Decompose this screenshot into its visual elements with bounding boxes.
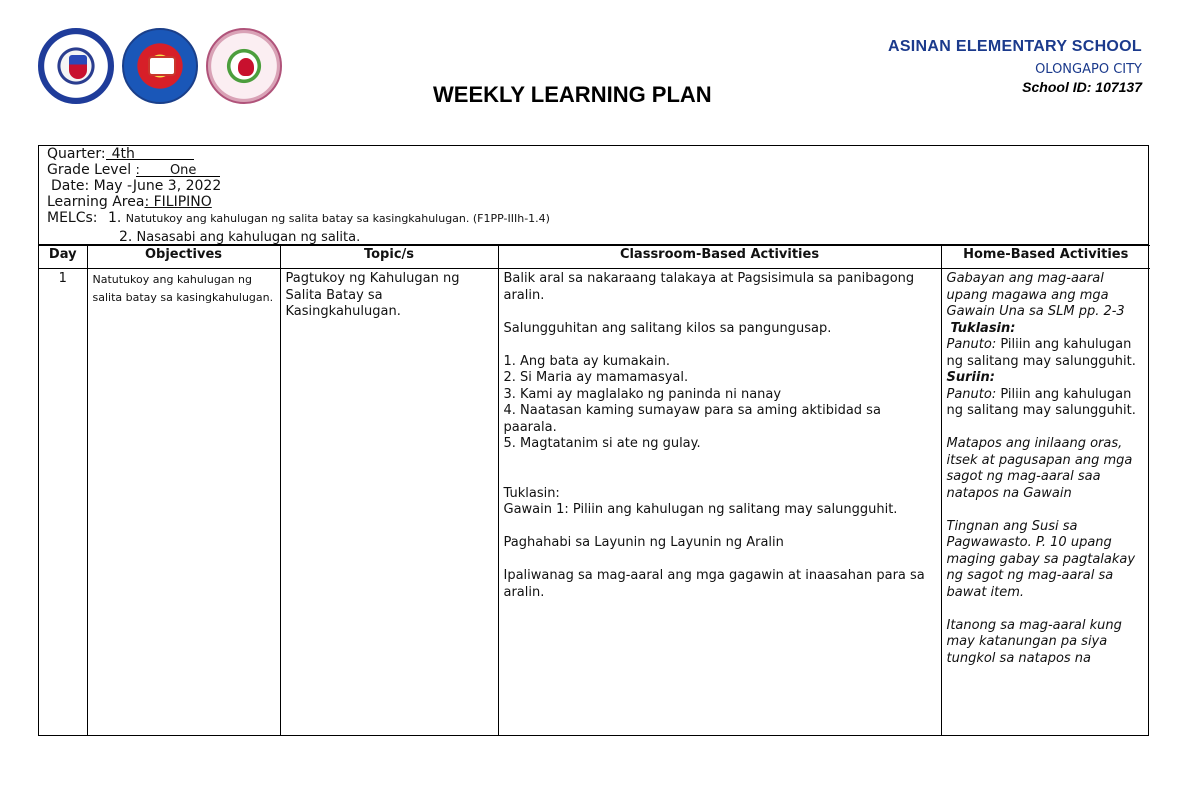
home-gabayan: Gabayan ang mag-aaral upang magawa ang mga Gawain Una sa SLM pp. 2-3 (946, 271, 1125, 319)
activity-table (39, 245, 1150, 735)
melc2-text: Nasasabi ang kahulugan ng salita. (136, 230, 361, 245)
classroom-gawain: Gawain 1: Piliin ang kahulugan ng salitang may salungguhit. (503, 502, 898, 517)
col-header-home: Home-Based Activities (941, 246, 1150, 269)
grade-line (47, 162, 1148, 178)
school-id: School ID: 107137 (1022, 79, 1142, 95)
list-item: 4. Naatasan kaming sumayaw para sa aming aktibidad sa paarala. (503, 403, 881, 435)
quarter-label: Quarter: (47, 146, 106, 162)
area-line (47, 194, 1148, 210)
panuto-1-text: Piliin ang kahulugan ng salitang may salungguhit. (946, 337, 1136, 369)
col-header-day: Day (39, 246, 87, 269)
table-row (39, 269, 1150, 736)
classroom-tuklasin: Tuklasin: (503, 485, 560, 501)
panuto-1-label: Panuto: (946, 337, 997, 352)
header-row (39, 246, 1150, 269)
col-header-classroom: Classroom-Based Activities (498, 246, 941, 269)
school-name: ASINAN ELEMENTARY SCHOOL (887, 38, 1142, 55)
objective-cell: Natutukoy ang kahulugan ng salita batay sa kasingkahulugan. (87, 269, 280, 736)
quarter-line (47, 146, 1148, 162)
day-cell: 1 (39, 269, 87, 736)
school-info (888, 38, 1142, 95)
home-cell (941, 269, 1150, 736)
home-tuklasin-label: Tuklasin: (950, 320, 1016, 336)
grade-label: Grade Level (47, 162, 132, 178)
melc1-line (47, 210, 1148, 227)
panuto-2-label: Panuto: (946, 386, 997, 402)
classroom-intro: Balik aral sa nakaraang talakaya at Pagsisimula sa panibagong aralin. (503, 271, 915, 303)
deped-seal-logo (38, 28, 114, 104)
melc1-text: Natutukoy ang kahulugan ng salita batay sa kasingkahulugan. (F1PP-IIIh-1.4) (125, 212, 550, 225)
classroom-cell (498, 269, 941, 736)
quarter-value: 4th (106, 146, 194, 160)
col-header-topics: Topic/s (280, 246, 498, 269)
area-value: : FILIPINO (144, 194, 212, 210)
school-seal-logo (206, 28, 282, 104)
list-item: 1. Ang bata ay kumakain. (503, 353, 671, 369)
plan-meta (39, 146, 1148, 245)
list-item: 3. Kami ay maglalako ng paninda ni nanay (503, 386, 782, 402)
division-seal-logo (122, 28, 198, 104)
melcs-label: MELCs: (47, 210, 98, 226)
melc2-line (47, 229, 1148, 246)
classroom-paghahabi: Paghahabi sa Layunin ng Layunin ng Aralin (503, 535, 784, 550)
school-city: OLONGAPO CITY (1035, 62, 1142, 77)
grade-value: One (169, 163, 197, 178)
lesson-plan-table (38, 145, 1149, 736)
home-suriin-label: Suriin: (946, 370, 995, 385)
logo-row (38, 28, 282, 104)
home-panuto-1 (947, 337, 1146, 370)
home-matapos: Matapos ang inilaang oras, itsek at pagusapan ang mga sagot ng mag-aaral saa natapos na Gawain (946, 436, 1133, 501)
page-title: WEEKLY LEARNING PLAN (433, 82, 712, 107)
classroom-ipaliwanag: Ipaliwanag sa mag-aaral ang mga gagawin at inaasahan para sa aralin. (503, 568, 925, 600)
melc2-number: 2. (119, 229, 133, 245)
home-tingnan: Tingnan ang Susi sa Pagwawasto. P. 10 upang maging gabay sa pagtalakay ng sagot ng mag-aaral sa bawat item. (946, 518, 1136, 600)
list-item: 2. Si Maria ay mamamasyal. (503, 370, 689, 385)
classroom-instruction: Salungguhitan ang salitang kilos sa pangungusap. (503, 320, 832, 336)
date-line: Date: May -June 3, 2022 (51, 178, 222, 194)
area-label: Learning Area (47, 194, 145, 210)
home-itanong: Itanong sa mag-aaral kung may katanungan pa siya tungkol sa natapos na (946, 617, 1122, 666)
panuto-2-text: Piliin ang kahulugan ng salitang may salungguhit. (946, 386, 1136, 418)
grade-colon: : (135, 163, 140, 178)
home-panuto-2 (947, 387, 1146, 420)
grade-field (136, 163, 220, 177)
list-item: 5. Magtatanim si ate ng gulay. (503, 436, 701, 451)
topic-cell: Pagtukoy ng Kahulugan ng Salita Batay sa Kasingkahulugan. (280, 269, 498, 736)
col-header-objectives: Objectives (87, 246, 280, 269)
melc1-number: 1. (107, 210, 122, 226)
